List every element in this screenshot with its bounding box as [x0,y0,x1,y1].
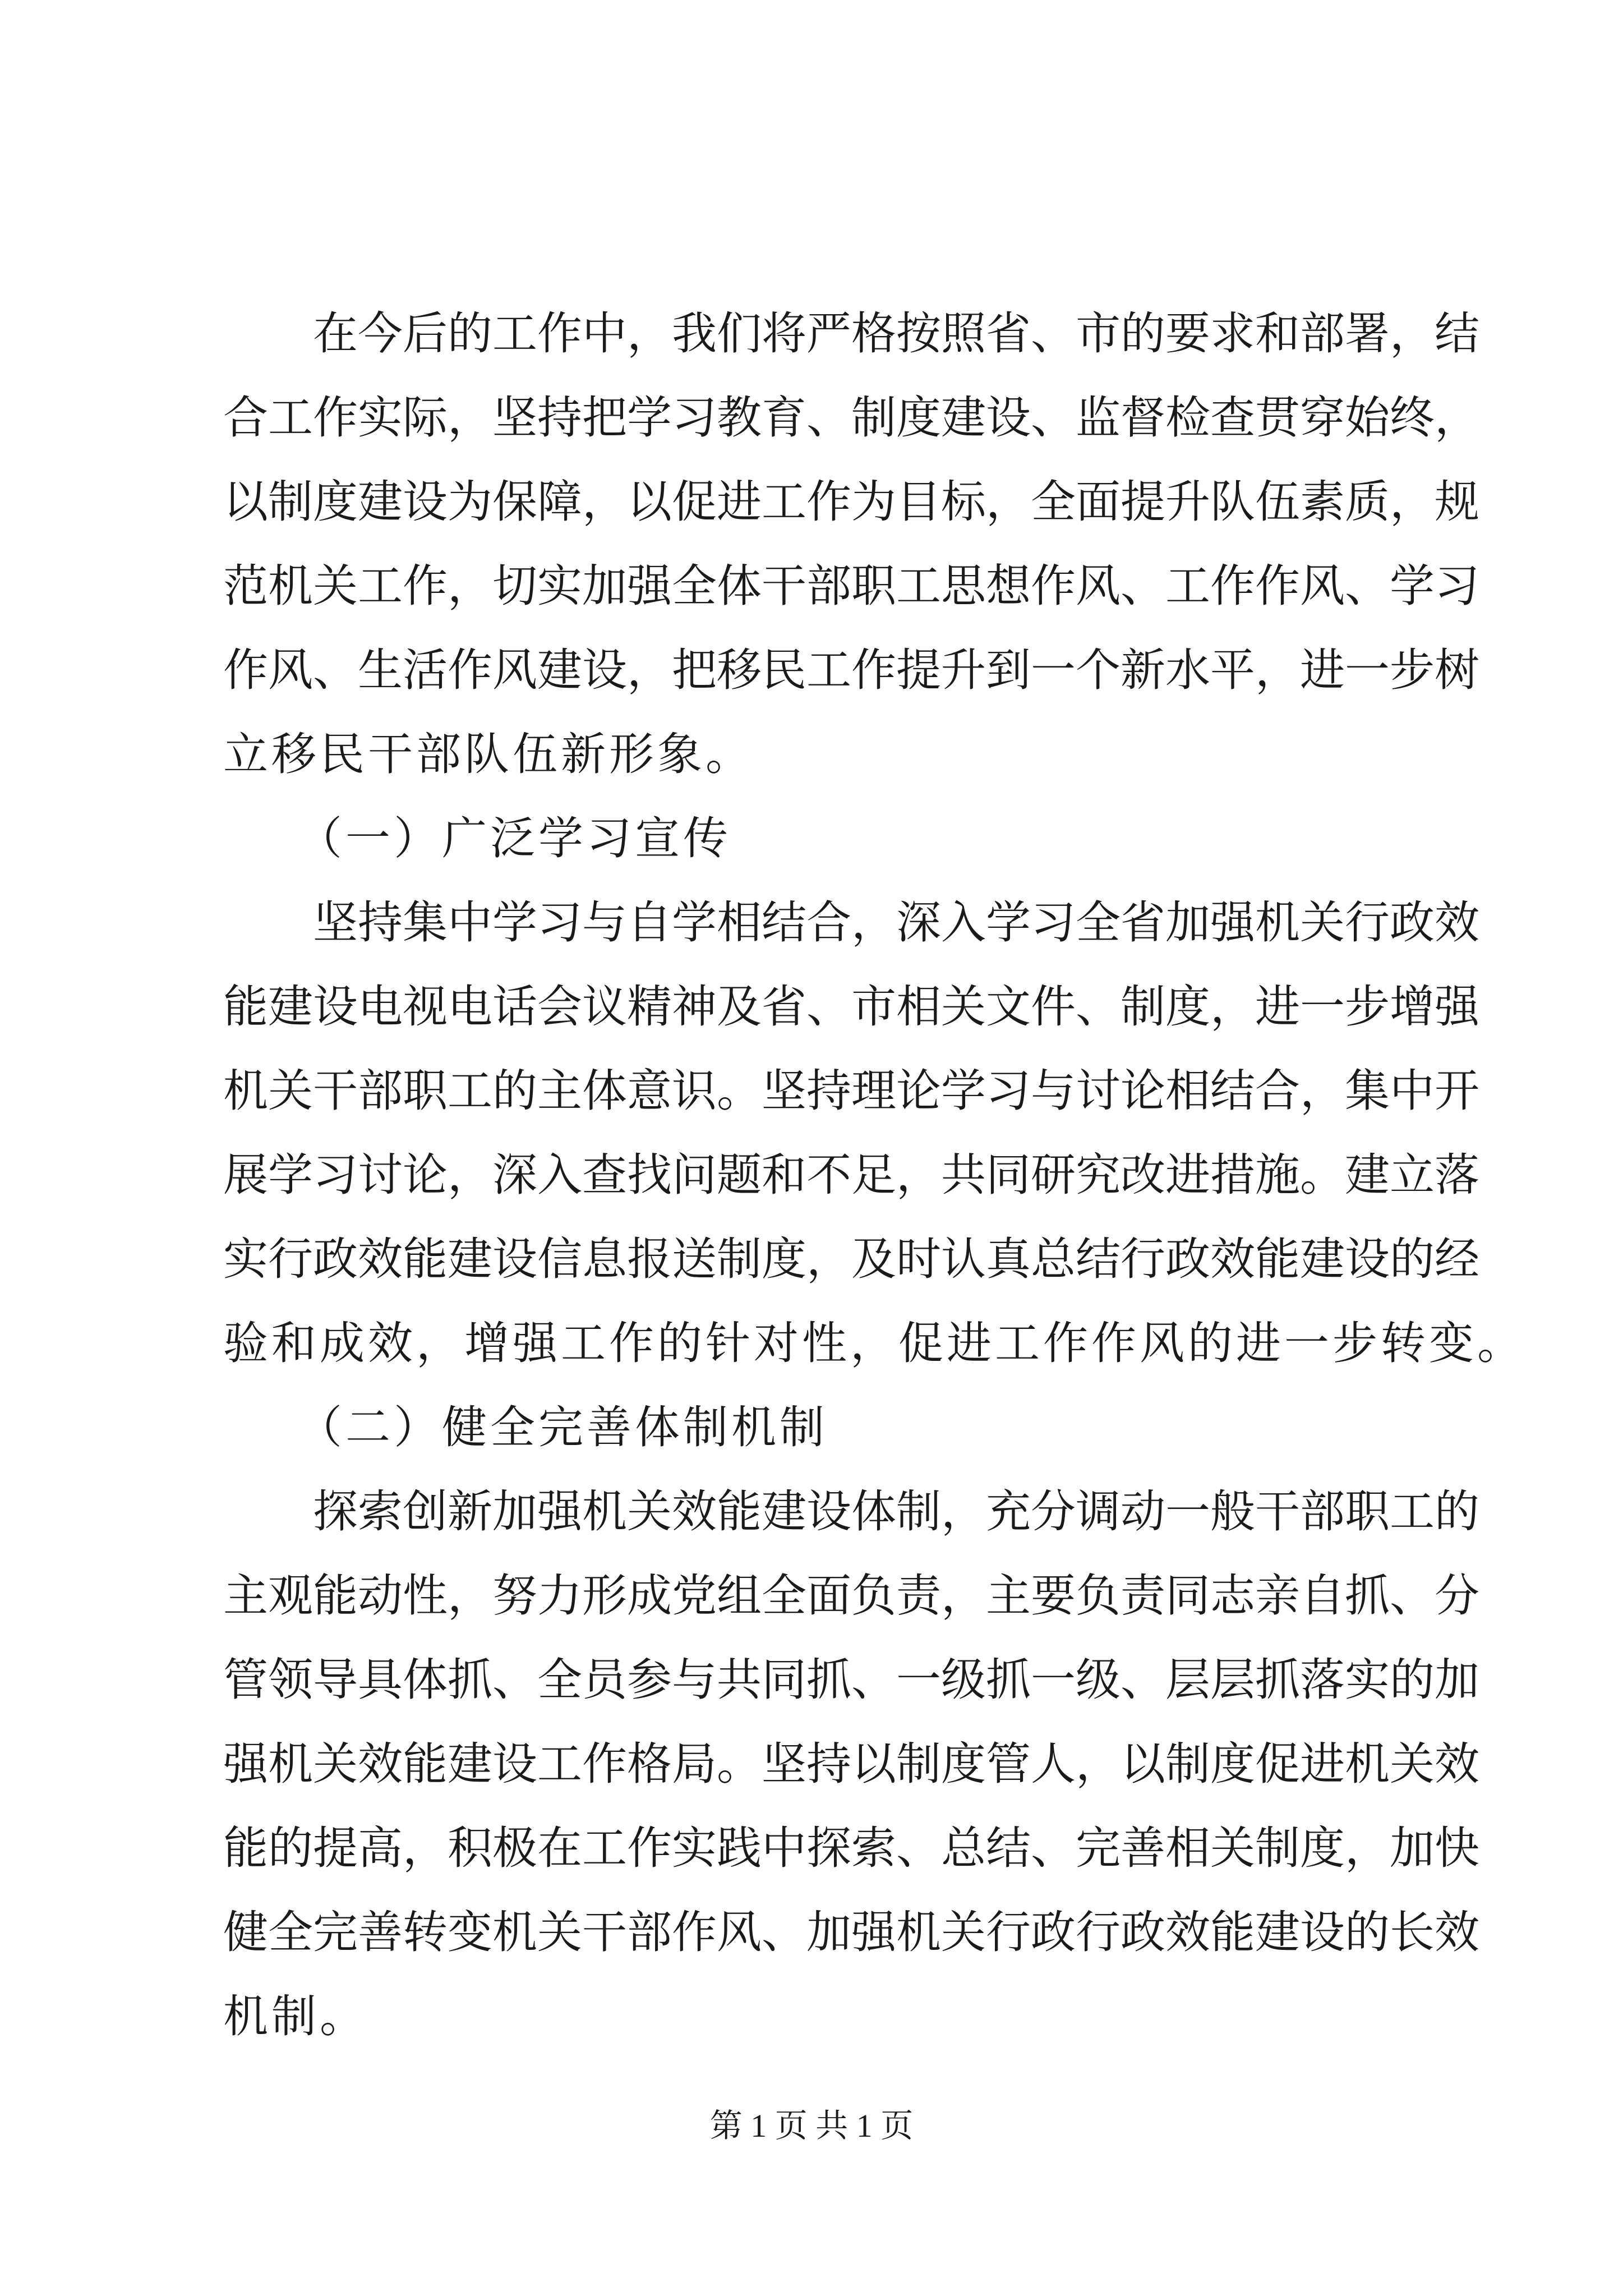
section-heading-2: （二）健全完善体制机制 [223,1401,828,1453]
text-line: 能的提高，积极在工作实践中探索、总结、完善相关制度，加快 [223,1822,1479,1874]
text-line: 验和成效，增强工作的针对性，促进工作作风的进一步转变。 [223,1317,1525,1369]
text-line: 合工作实际，坚持把学习教育、制度建设、监督检查贯穿始终， [223,392,1479,444]
text-line: 坚持集中学习与自学相结合，深入学习全省加强机关行政效 [223,896,1479,949]
page-number-footer: 第 1 页 共 1 页 [709,2108,914,2144]
text-line: 强机关效能建设工作格局。坚持以制度管人，以制度促进机关效 [223,1738,1479,1790]
text-line: 探索创新加强机关效能建设体制，充分调动一般干部职工的 [223,1485,1479,1538]
text-line: 立移民干部队伍新形象。 [223,728,754,780]
text-line: 管领导具体抓、全员参与共同抓、一级抓一级、层层抓落实的加 [223,1654,1479,1706]
text-line: 实行政效能建设信息报送制度，及时认真总结行政效能建设的经 [223,1233,1479,1285]
text-line: 健全完善转变机关干部作风、加强机关行政行政效能建设的长效 [223,1906,1479,1958]
section-heading-1: （一）广泛学习宣传 [223,812,731,864]
text-line: 作风、生活作风建设，把移民工作提升到一个新水平，进一步树 [223,644,1479,696]
text-line: 展学习讨论，深入查找问题和不足，共同研究改进措施。建立落 [223,1149,1479,1201]
text-line: 能建设电视电话会议精神及省、市相关文件、制度，进一步增强 [223,981,1479,1033]
text-line: 在今后的工作中，我们将严格按照省、市的要求和部署，结 [223,307,1479,360]
text-line: 以制度建设为保障，以促进工作为目标，全面提升队伍素质，规 [223,476,1479,528]
text-line: 范机关工作，切实加强全体干部职工思想作风、工作作风、学习 [223,560,1479,612]
text-line: 主观能动性，努力形成党组全面负责，主要负责同志亲自抓、分 [223,1570,1479,1622]
text-line: 机关干部职工的主体意识。坚持理论学习与讨论相结合，集中开 [223,1065,1479,1117]
text-line: 机制。 [223,1990,368,2042]
